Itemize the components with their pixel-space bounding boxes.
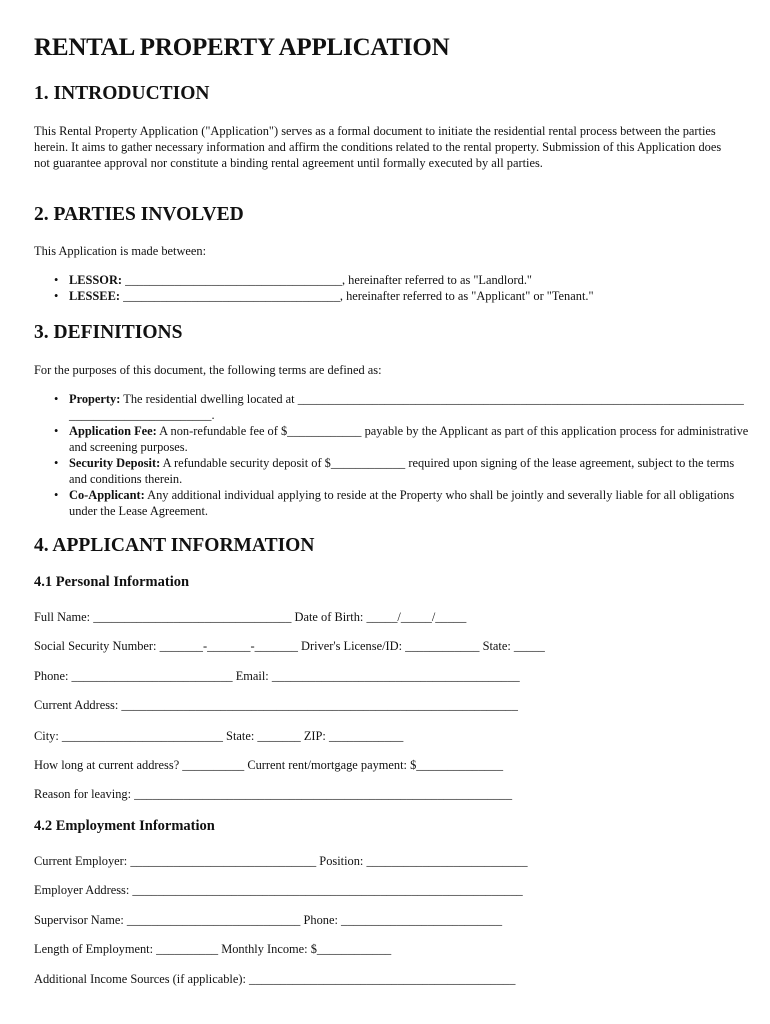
parties-list: [34, 272, 749, 304]
definition-term-application-fee: Application Fee:: [69, 424, 157, 438]
definition-text: The residential dwelling located at _______________________________________________________________________________________________.: [69, 392, 744, 422]
lessor-field: ___________________________________, hereinafter referred to as "Landlord.": [122, 273, 532, 287]
employer-position-line: Current Employer: ______________________________ Position: __________________________: [34, 854, 528, 868]
supervisor-phone-line: Supervisor Name: ____________________________ Phone: __________________________: [34, 913, 503, 927]
introduction-paragraph: This Rental Property Application ("Application") serves as a formal document to initiate the residential rental process between the parties herein. It aims to gather necessary information and affirm the conditions related to the rental property. Submission of this Application does not guarantee approval nor constitute a binding rental agreement until formally executed by all parties.: [34, 124, 722, 170]
reason-for-leaving-line: Reason for leaving: _____________________________________________________________: [34, 787, 513, 801]
section-heading-introduction: 1. INTRODUCTION: [34, 83, 210, 104]
definition-text: A non-refundable fee of $____________ payable by the Applicant as part of this application process for administrative and screening purposes.: [69, 424, 749, 454]
list-item: [34, 288, 749, 304]
definitions-lead-text: For the purposes of this document, the following terms are defined as:: [34, 363, 382, 377]
subsection-heading-employment: 4.2 Employment Information: [34, 818, 215, 834]
parties-lead-text: This Application is made between:: [34, 244, 207, 258]
section-heading-definitions: 3. DEFINITIONS: [34, 322, 183, 343]
section-heading-applicant-information: 4. APPLICANT INFORMATION: [34, 535, 315, 556]
document-title: RENTAL PROPERTY APPLICATION: [34, 34, 450, 61]
definition-text: Any additional individual applying to reside at the Property who shall be jointly and severally liable for all obligations under the Lease Agreement.: [69, 488, 735, 518]
list-item: [34, 272, 749, 288]
full-name-dob-line: Full Name: ________________________________ Date of Birth: _____/_____/_____: [34, 610, 467, 624]
additional-income-line: Additional Income Sources (if applicable): ___________________________________________: [34, 972, 516, 986]
lessee-label: LESSEE:: [69, 289, 120, 303]
list-item: [34, 455, 749, 487]
definitions-list: [34, 391, 749, 519]
city-state-zip-line: City: __________________________ State: _______ ZIP: ____________: [34, 729, 404, 743]
section-heading-parties: 2. PARTIES INVOLVED: [34, 204, 244, 225]
list-item: [34, 423, 749, 455]
subsection-heading-personal: 4.1 Personal Information: [34, 574, 190, 590]
employer-address-line: Employer Address: _______________________________________________________________: [34, 883, 523, 897]
list-item: [34, 391, 749, 423]
lessee-field: ___________________________________, hereinafter referred to as "Applicant" or "Tenant.": [119, 289, 594, 303]
list-item: [34, 487, 749, 519]
definition-text: A refundable security deposit of $____________ required upon signing of the lease agreement, subject to the terms and conditions therein.: [69, 456, 735, 486]
employment-length-income-line: Length of Employment: __________ Monthly Income: $____________: [34, 942, 392, 956]
phone-email-line: Phone: __________________________ Email: ________________________________________: [34, 669, 520, 683]
current-address-line: Current Address: ________________________________________________________________: [34, 698, 518, 712]
definition-term-security-deposit: Security Deposit:: [69, 456, 161, 470]
definition-term-property: Property:: [69, 392, 121, 406]
lessor-label: LESSOR:: [69, 273, 123, 287]
definition-term-co-applicant: Co-Applicant:: [69, 488, 145, 502]
duration-rent-line: How long at current address? __________ Current rent/mortgage payment: $______________: [34, 758, 504, 772]
ssn-license-line: Social Security Number: _______-_______-_______ Driver's License/ID: ____________ State: _____: [34, 639, 545, 653]
